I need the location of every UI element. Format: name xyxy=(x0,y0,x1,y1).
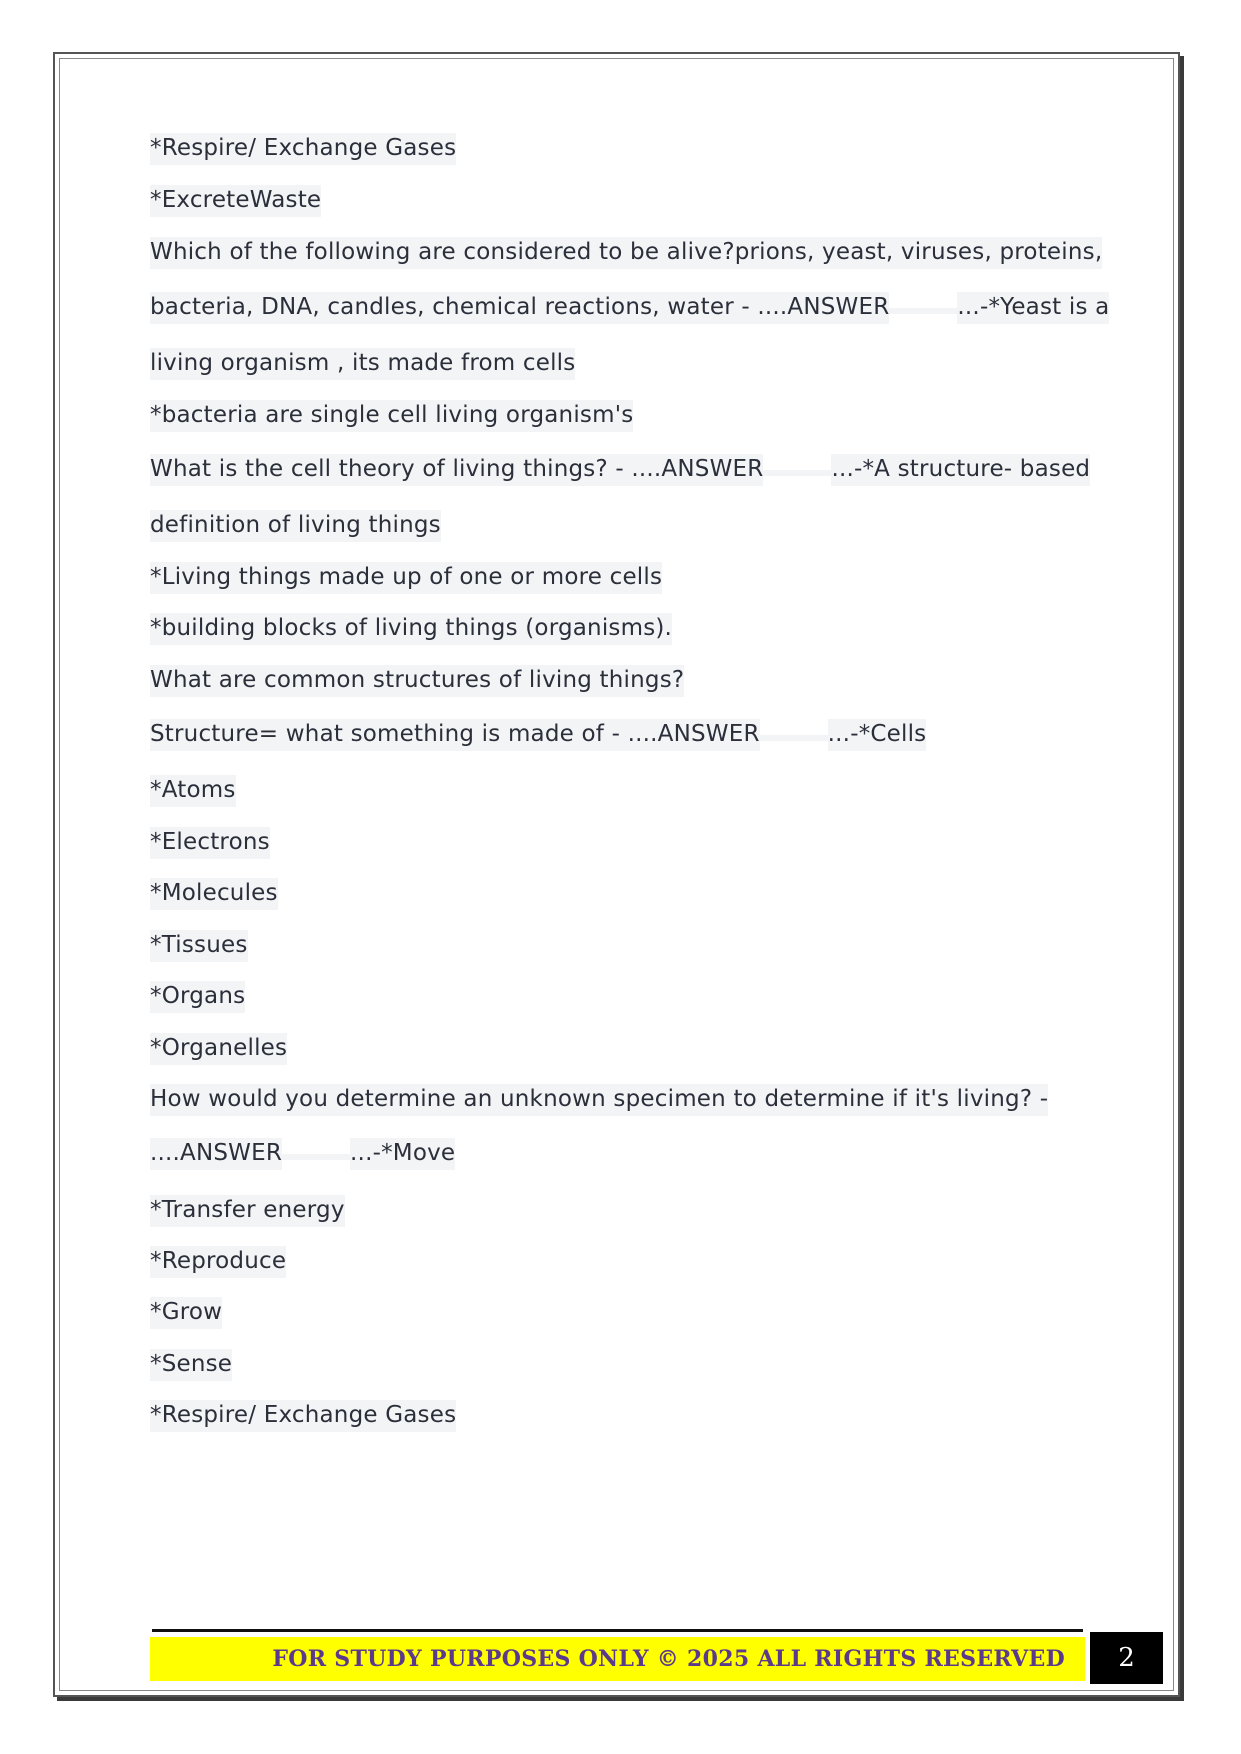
text-segment: ....ANSWER xyxy=(150,1138,282,1170)
text-segment: How would you determine an unknown specimen to determine if it's living? - xyxy=(150,1084,1048,1116)
text-line xyxy=(150,350,575,376)
list-item xyxy=(150,880,278,906)
text-line xyxy=(150,564,662,590)
question-line xyxy=(150,239,1102,265)
text-segment: What is the cell theory of living things? - ....ANSWER xyxy=(150,454,763,486)
list-item xyxy=(150,1402,456,1428)
text-segment: *bacteria are single cell living organism's xyxy=(150,400,633,432)
text-segment: definition of living things xyxy=(150,510,441,542)
text-segment: *Grow xyxy=(150,1297,222,1329)
text-segment: *Respire/ Exchange Gases xyxy=(150,1400,456,1432)
list-item xyxy=(150,983,245,1009)
list-item xyxy=(150,1299,222,1325)
text-line xyxy=(150,512,441,538)
text-segment: living organism , its made from cells xyxy=(150,348,575,380)
text-segment: *Electrons xyxy=(150,827,270,859)
question-line xyxy=(150,1086,1048,1112)
text-segment: *Living things made up of one or more cells xyxy=(150,562,662,594)
text-segment: *Sense xyxy=(150,1349,232,1381)
answer-text: ...-*Move xyxy=(350,1138,455,1170)
answer-line xyxy=(150,1140,455,1166)
answer-line xyxy=(150,721,926,747)
list-item xyxy=(150,1351,232,1377)
list-item xyxy=(150,1197,345,1223)
list-item xyxy=(150,932,248,958)
list-item xyxy=(150,1035,287,1061)
footer-bar xyxy=(150,1637,1085,1681)
answer-gap xyxy=(282,1154,350,1160)
footer-copyright: FOR STUDY PURPOSES ONLY © 2025 ALL RIGHTS RESERVED xyxy=(272,1646,1065,1672)
text-line xyxy=(150,615,672,641)
answer-line xyxy=(150,294,1109,320)
text-segment: *Transfer energy xyxy=(150,1195,345,1227)
question-line xyxy=(150,667,684,693)
text-segment: Which of the following are considered to be alive?prions, yeast, viruses, proteins, xyxy=(150,237,1102,269)
text-segment: What are common structures of living things? xyxy=(150,665,684,697)
text-segment: *Organs xyxy=(150,981,245,1013)
answer-text: ...-*Yeast is a xyxy=(957,292,1109,324)
answer-gap xyxy=(760,735,828,741)
text-segment: *building blocks of living things (organisms). xyxy=(150,613,672,645)
text-segment: *Tissues xyxy=(150,930,248,962)
text-segment: *Organelles xyxy=(150,1033,287,1065)
answer-gap xyxy=(889,308,957,314)
text-segment: *Molecules xyxy=(150,878,278,910)
page-number: 2 xyxy=(1090,1632,1163,1684)
text-segment: *Respire/ Exchange Gases xyxy=(150,133,456,165)
footer-rule xyxy=(152,1629,1083,1632)
text-line xyxy=(150,187,321,213)
text-segment: Structure= what something is made of - ....ANSWER xyxy=(150,719,760,751)
answer-line xyxy=(150,456,1090,482)
answer-text: ...-*A structure- based xyxy=(831,454,1090,486)
text-segment: *Atoms xyxy=(150,775,236,807)
answer-gap xyxy=(763,470,831,476)
text-segment: *Reproduce xyxy=(150,1246,286,1278)
text-line xyxy=(150,135,456,161)
list-item xyxy=(150,829,270,855)
list-item xyxy=(150,1248,286,1274)
text-line xyxy=(150,402,633,428)
text-segment: *ExcreteWaste xyxy=(150,185,321,217)
list-item xyxy=(150,777,236,803)
text-segment: bacteria, DNA, candles, chemical reactions, water - ....ANSWER xyxy=(150,292,889,324)
answer-text: ...-*Cells xyxy=(828,719,927,751)
